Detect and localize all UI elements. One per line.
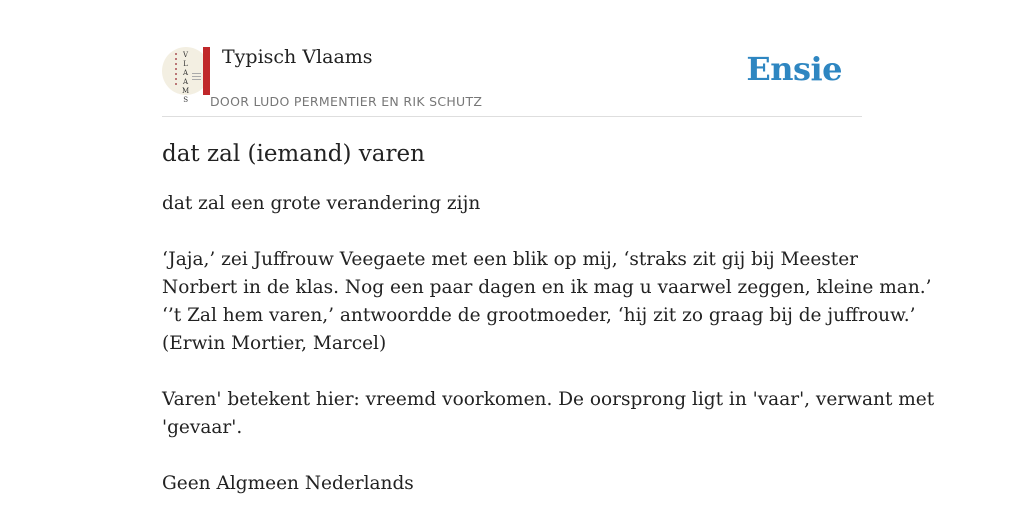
explanation-line: Varen' betekent hier: vreemd voorkomen. De oorsprong ligt in 'vaar', verwant met (162, 389, 935, 410)
cover-red-band (203, 47, 210, 95)
cover-text-lines (192, 73, 201, 81)
header (162, 40, 862, 117)
entry-note: Geen Algmeen Nederlands (162, 473, 414, 494)
book-authors: DOOR LUDO PERMENTIER EN RIK SCHUTZ (210, 94, 483, 109)
explanation-line: 'gevaar'. (162, 417, 243, 438)
entry-quote (162, 246, 932, 358)
entry-definition: dat zal een grote verandering zijn (162, 193, 481, 214)
entry-explanation (162, 386, 935, 442)
cover-lettering: V L A A M S (182, 51, 190, 104)
quote-line: Norbert in de klas. Nog een paar dagen en ik mag u vaarwel zeggen, kleine man.’ (162, 277, 932, 298)
entry-title: dat zal (iemand) varen (162, 141, 425, 167)
quote-line: ‘Jaja,’ zei Juffrouw Veegaete met een blik op mij, ‘straks zit gij bij Meester (162, 249, 859, 270)
book-cover-icon[interactable] (162, 47, 210, 104)
brand-logo[interactable]: Ensie (746, 50, 842, 88)
book-title[interactable]: Typisch Vlaams (222, 46, 373, 68)
entry-content (162, 138, 935, 498)
quote-source: (Erwin Mortier, Marcel) (162, 333, 387, 354)
quote-line: ‘’t Zal hem varen,’ antwoordde de grootmoeder, ‘hij zit zo graag bij de juffrouw.’ (162, 305, 916, 326)
cover-decoration (175, 53, 177, 87)
